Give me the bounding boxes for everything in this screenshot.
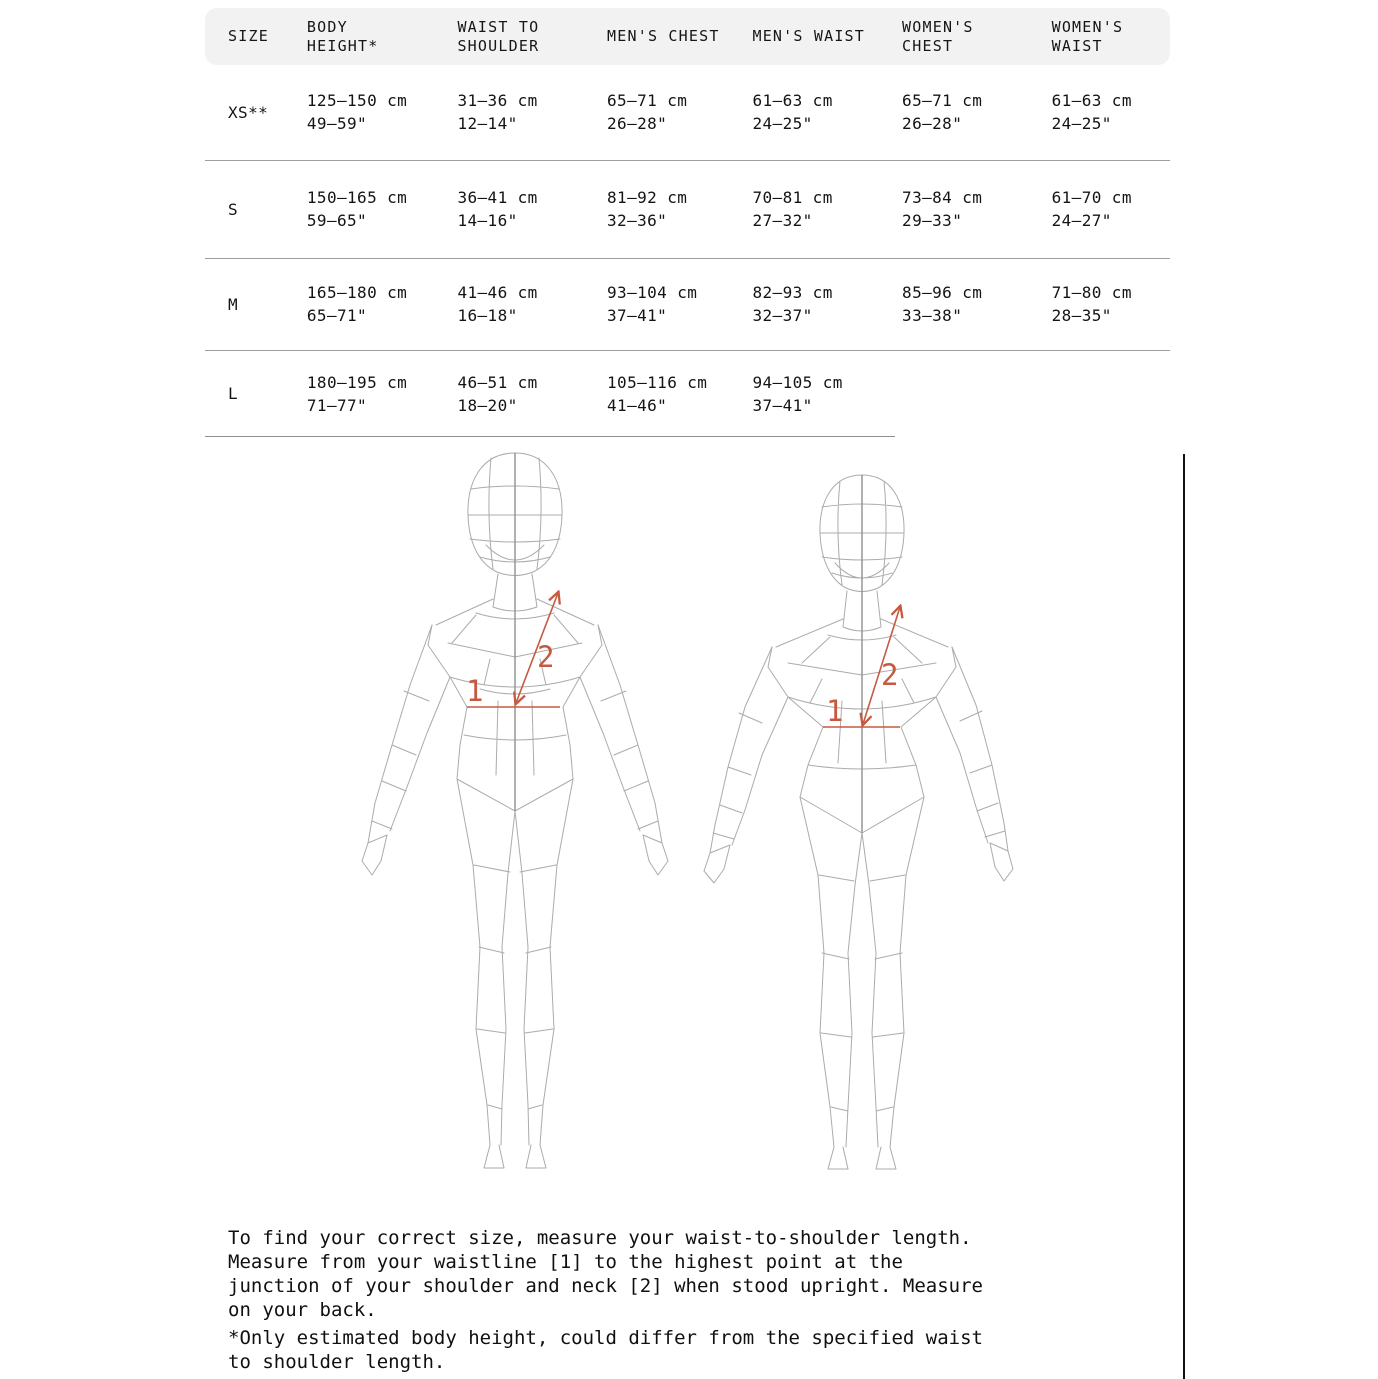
cell-mens-chest: 65–71 cm 26–28" (584, 65, 729, 160)
size-label: S (205, 160, 284, 258)
header-mens-chest: MEN'S CHEST (584, 8, 729, 65)
cell-waist-to-shoulder: 46–51 cm 18–20" (457, 372, 538, 415)
table-row-xs (205, 65, 1170, 160)
cell-mens-chest: 81–92 cm 32–36" (584, 160, 729, 258)
instructions-line: To find your correct size, measure your waist-to-shoulder length. (228, 1227, 972, 1249)
cell-body-height: 165–180 cm 65–71" (284, 258, 435, 350)
header-size: SIZE (205, 8, 284, 65)
cell-womens-chest: 73–84 cm 29–33" (879, 160, 1029, 258)
size-label: XS** (205, 65, 284, 160)
footnote-line: to shoulder length. (228, 1351, 446, 1373)
measure-instructions (228, 1226, 983, 1322)
mannequin-figures (330, 445, 1020, 1175)
footnote-line: *Only estimated body height, could differ from the specified waist (228, 1327, 983, 1349)
cell-womens-waist: 61–63 cm 24–25" (1029, 65, 1170, 160)
header-womens-chest: WOMEN'S CHEST (879, 8, 1029, 65)
cell-womens-waist: 71–80 cm 28–35" (1029, 258, 1170, 350)
cell-womens-chest: 85–96 cm 33–38" (879, 258, 1029, 350)
last-row-divider (205, 436, 895, 437)
female-shoulder-marker: 2 (881, 658, 899, 692)
male-waist-marker: 1 (466, 674, 484, 708)
female-mannequin (704, 475, 1013, 1169)
table-row-l (205, 350, 1170, 437)
cell-mens-waist: 61–63 cm 24–25" (729, 65, 879, 160)
size-label: M (205, 258, 284, 350)
header-row (205, 8, 1170, 65)
cell-mens-waist: 82–93 cm 32–37" (729, 258, 879, 350)
header-body-height: BODY HEIGHT* (284, 8, 435, 65)
cell-mens-chest: 93–104 cm 37–41" (584, 258, 729, 350)
cell-womens-chest (879, 350, 1029, 437)
cell-mens-chest: 105–116 cm 41–46" (607, 372, 708, 415)
male-mannequin (362, 453, 668, 1168)
content-right-border (1183, 454, 1185, 1379)
header-womens-waist: WOMEN'S WAIST (1029, 8, 1170, 65)
size-chart-body (205, 65, 1170, 437)
instructions-line: on your back. (228, 1299, 377, 1321)
cell-womens-waist (1029, 350, 1170, 437)
table-row-m (205, 258, 1170, 350)
header-mens-waist: MEN'S WAIST (729, 8, 879, 65)
body-height-footnote (228, 1326, 983, 1374)
cell-womens-waist: 61–70 cm 24–27" (1029, 160, 1170, 258)
cell-body-height: 125–150 cm 49–59" (284, 65, 435, 160)
cell-waist-to-shoulder: 41–46 cm 16–18" (434, 258, 584, 350)
cell-waist-to-shoulder: 31–36 cm 12–14" (434, 65, 584, 160)
cell-body-height: 150–165 cm 59–65" (284, 160, 435, 258)
header-waist-to-shoulder: WAIST TO SHOULDER (434, 8, 584, 65)
male-shoulder-marker: 2 (537, 640, 555, 674)
instructions-line: Measure from your waistline [1] to the highest point at the (228, 1251, 903, 1273)
size-chart-table (205, 8, 1170, 437)
female-waist-marker: 1 (826, 694, 844, 728)
cell-womens-chest: 65–71 cm 26–28" (879, 65, 1029, 160)
table-row-s (205, 160, 1170, 258)
size-label: L (228, 384, 239, 404)
cell-mens-waist: 70–81 cm 27–32" (729, 160, 879, 258)
instructions-line: junction of your shoulder and neck [2] when stood upright. Measure (228, 1275, 983, 1297)
cell-mens-waist: 94–105 cm 37–41" (752, 372, 843, 415)
size-chart-header (205, 8, 1170, 65)
cell-body-height: 180–195 cm 71–77" (306, 372, 408, 415)
cell-waist-to-shoulder: 36–41 cm 14–16" (434, 160, 584, 258)
